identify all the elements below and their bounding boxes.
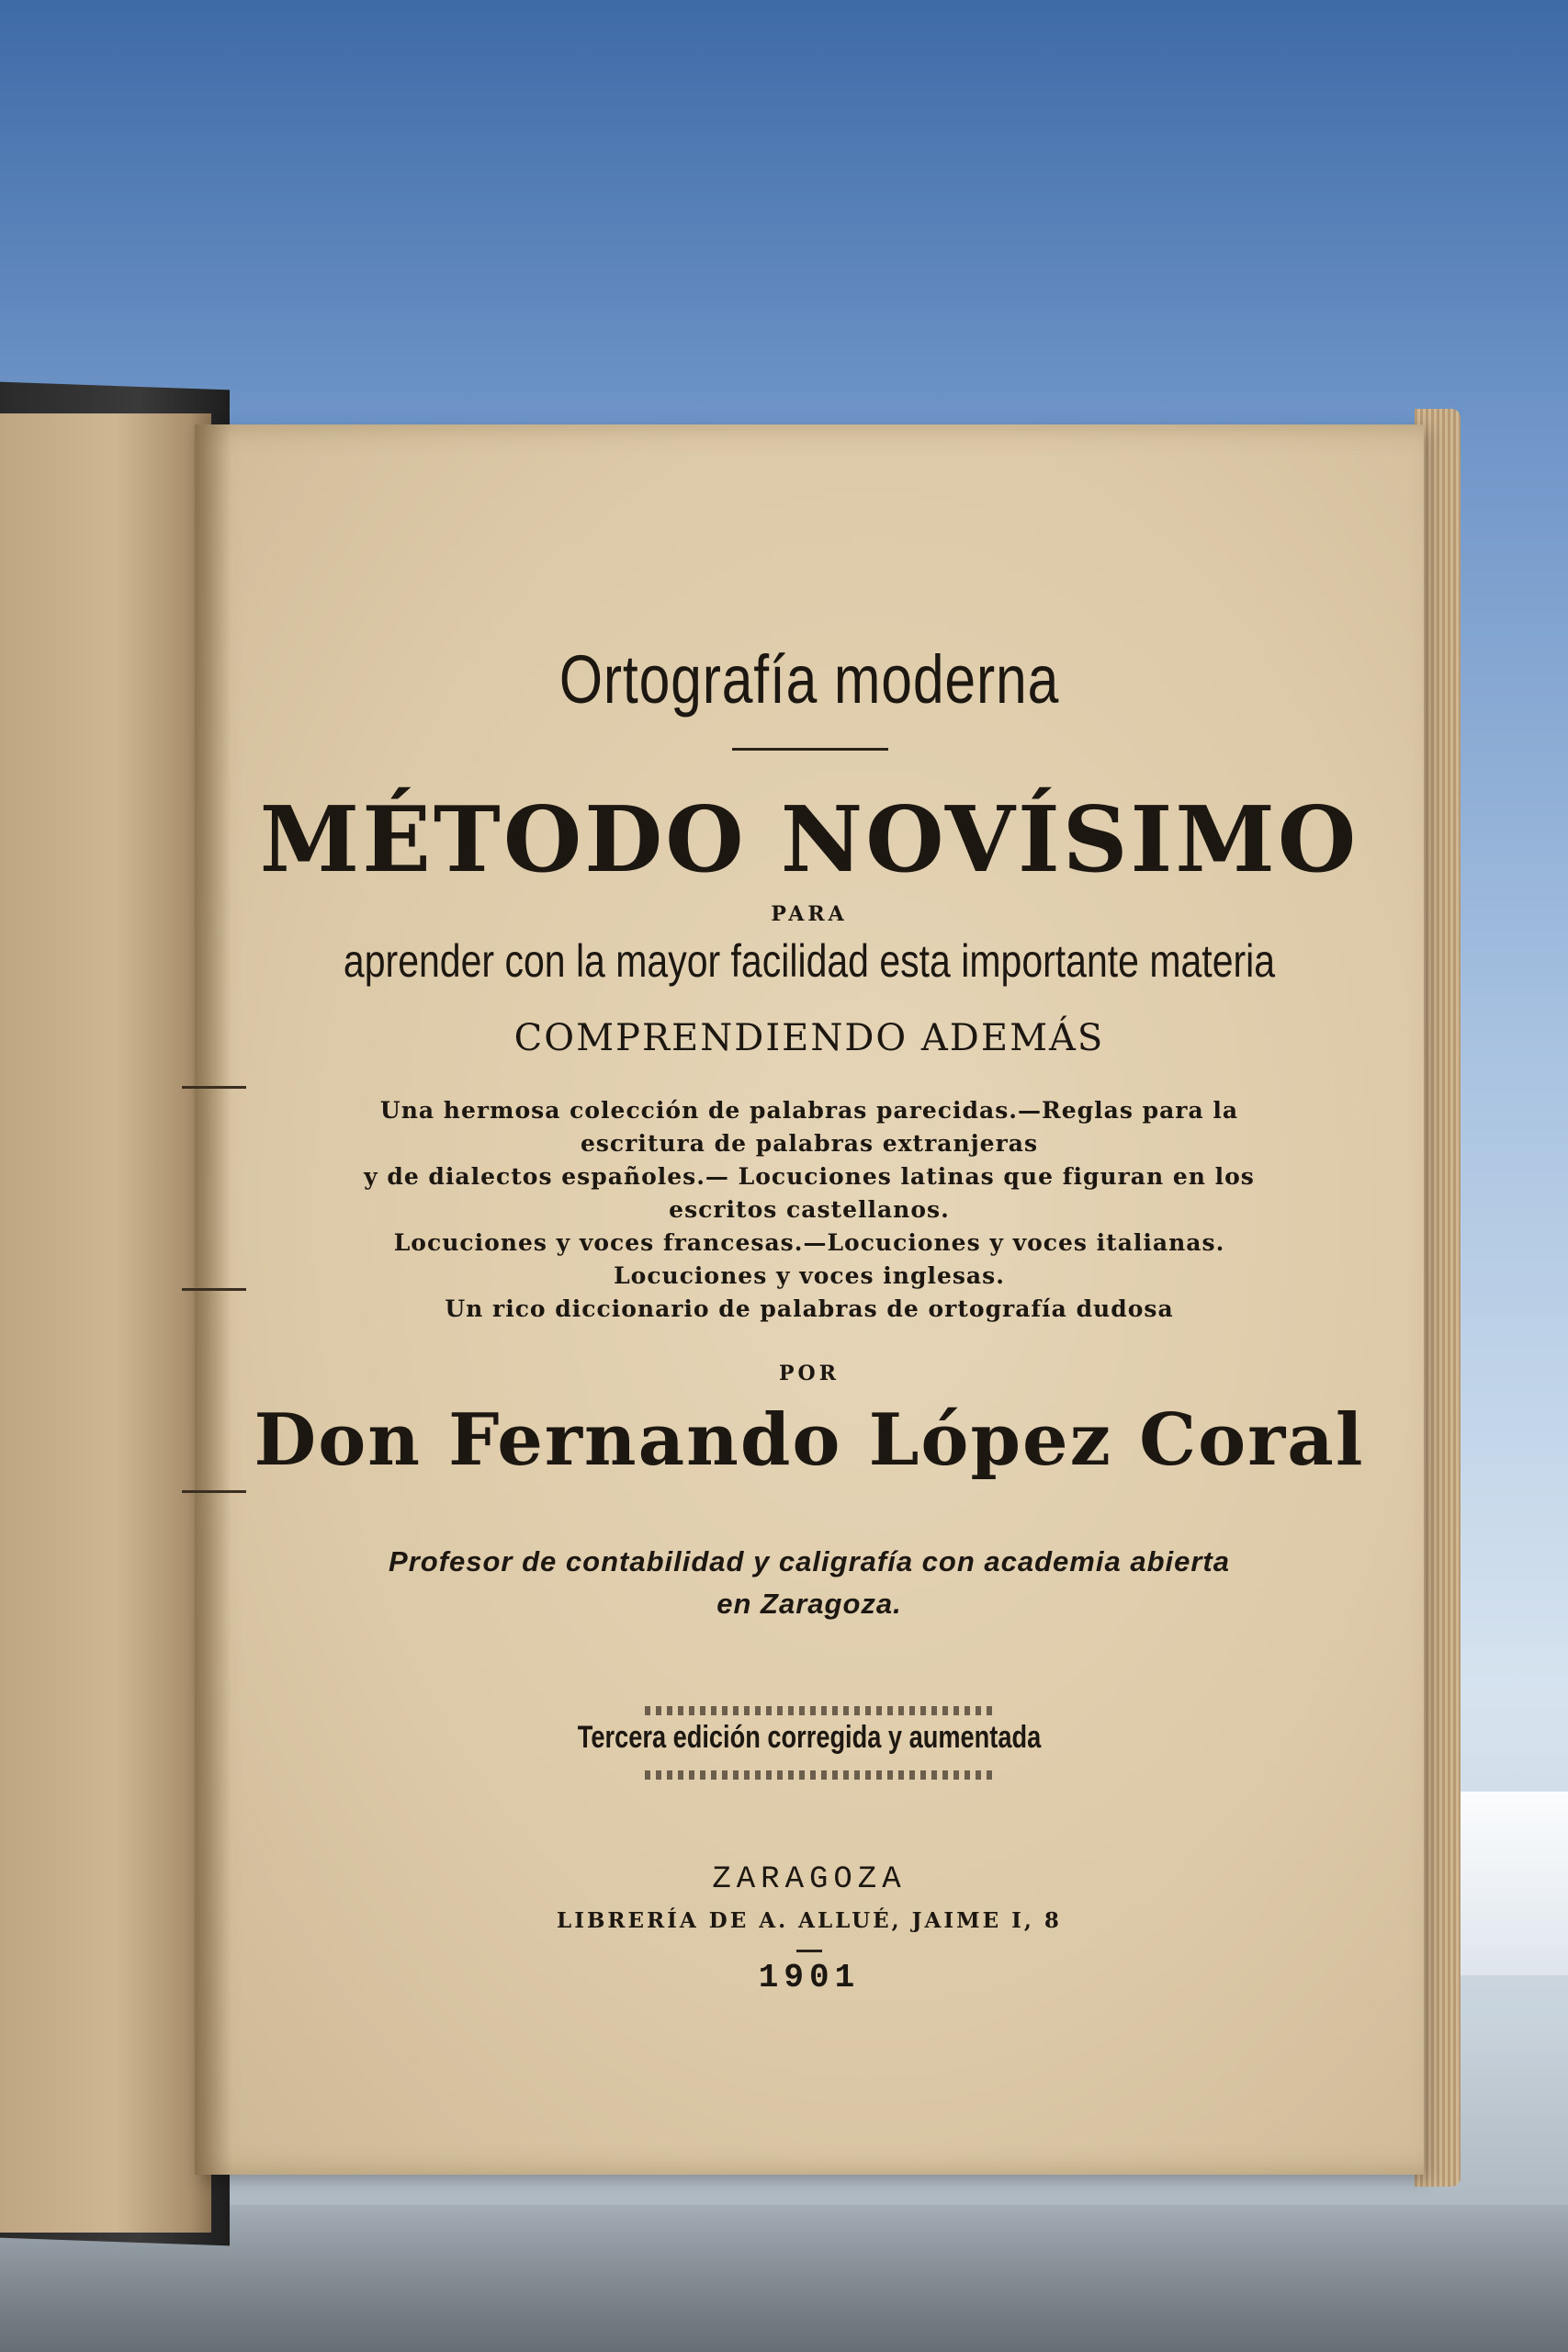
por-label: POR <box>779 1362 840 1385</box>
contents-line: escritos castellanos. <box>669 1196 950 1223</box>
contents-line: y de dialectos españoles.— Locuciones latinas que figuran en los <box>364 1163 1255 1190</box>
author-profession: en Zaragoza. <box>716 1588 902 1620</box>
comprendiendo-heading: COMPRENDIENDO ADEMÁS <box>513 1017 1105 1059</box>
main-title: MÉTODO NOVÍSIMO <box>259 787 1359 893</box>
author-name: Don Fernando López Coral <box>254 1398 1365 1482</box>
book-title: Ortografía moderna <box>558 641 1060 718</box>
ornament-bottom <box>645 1770 994 1780</box>
publication-year: 1901 <box>758 1959 861 1996</box>
edition-note: Tercera edición corregida y aumentada <box>577 1720 1042 1755</box>
title-rule <box>732 748 888 751</box>
year-dash <box>796 1950 822 1952</box>
table-surface <box>0 2205 1568 2352</box>
publication-city: ZARAGOZA <box>712 1862 907 1897</box>
para-label: PARA <box>771 902 848 926</box>
light-glare <box>1451 1792 1568 1975</box>
title-page-text <box>195 424 1424 2175</box>
subtitle: aprender con la mayor facilidad esta importante materia <box>343 935 1276 987</box>
ornament-top <box>645 1706 994 1715</box>
book-endpaper-left <box>0 413 211 2233</box>
contents-line: escritura de palabras extranjeras <box>580 1130 1039 1157</box>
author-profession: Profesor de contabilidad y caligrafía con academia abierta <box>389 1545 1230 1577</box>
contents-line: Un rico diccionario de palabras de ortografía dudosa <box>445 1295 1174 1322</box>
publisher: LIBRERÍA DE A. ALLUÉ, JAIME I, 8 <box>557 1908 1062 1933</box>
contents-line: Locuciones y voces inglesas. <box>614 1262 1005 1289</box>
contents-line: Locuciones y voces francesas.—Locuciones y voces italianas. <box>393 1229 1225 1256</box>
contents-line: Una hermosa colección de palabras parecidas.—Reglas para la <box>379 1097 1239 1124</box>
